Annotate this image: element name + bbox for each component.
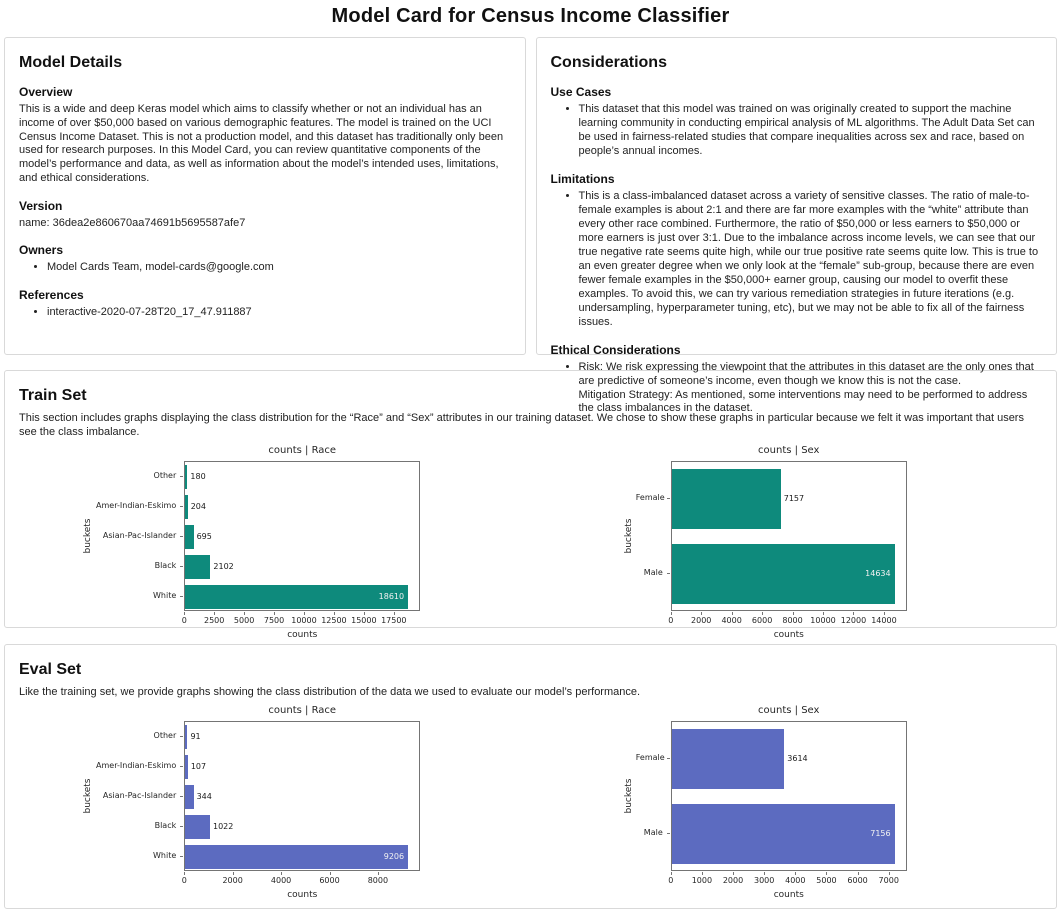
bar [185, 495, 187, 519]
x-tick-label: 3000 [753, 875, 775, 885]
bullet-item: • This dataset that this model was trained on was originally created to support the machine learning community in conducting empirical analysis of ML algorithms. The Adult Data Set can be used in fairness-related studies that compare inequalities across sex and race, based on people’s annual incomes. [579, 103, 1045, 159]
x-tick-mark [732, 612, 733, 615]
bullet-item: • This is a class-imbalanced dataset across a variety of sensitive classes. The ratio of male-to-female examples is about 2:1 and there are far more examples with the “white” attribute than every other race combined. Furthermore, the ratio of $50,000 or less earners to $50,000 or more earners is just over 3:1. Due to the imbalance across income levels, we can see that our true negative rate seems quite high, while our true positive rate seems quite low. This is true to an even greater degree when we only look at the “female” sub-group, because there are even fewer female examples in the $50,000+ earner group, causing our model to overfit these examples. To avoid this, we can try various remediation strategies in future iterations (e.g. undersampling, hyperparameter tuning, etc), but we may not be able to fix all of the fairness issues. [579, 190, 1045, 330]
plot-area [184, 721, 420, 871]
subsection-text: This is a wide and deep Keras model which aims to classify whether or not an individual has an income of over $50,000 based on various demographic features. The model is trained on the UCI Census Income Dataset. This is not a production model, and this dataset has traditionally only been used for research purposes. In this Model Card, you can review quantitative components of the model’s performance and data, as well as information about the model’s intended uses, limitations, and ethical considerations. [19, 103, 504, 184]
x-tick-mark [826, 872, 827, 875]
x-tick-mark [364, 612, 365, 615]
bar [185, 525, 193, 549]
x-tick-label: 0 [181, 615, 187, 625]
x-tick-label: 1000 [691, 875, 713, 885]
x-tick-label: 8000 [367, 875, 389, 885]
model-details-title: Model Details [19, 54, 123, 71]
subsection-heading: Owners [19, 243, 64, 258]
x-tick-mark [762, 612, 763, 615]
eval-charts-row [17, 704, 1044, 900]
category-label: Asian-Pac-Islander [102, 530, 177, 540]
y-tick-mark [180, 736, 183, 737]
chart-title: counts | Sex [758, 704, 820, 716]
chart-title: counts | Race [268, 444, 337, 456]
category-label: Male [643, 568, 663, 577]
x-tick-label: 8000 [782, 615, 803, 625]
x-tick-label: 7000 [878, 875, 899, 885]
x-axis-label: counts [287, 629, 318, 640]
train-race-bar-chart [81, 444, 466, 640]
x-tick-label: 6000 [751, 615, 773, 625]
x-tick-mark [274, 612, 275, 615]
x-tick-label: 10000 [291, 615, 317, 625]
y-tick-mark [180, 826, 183, 827]
x-tick-label: 6000 [847, 875, 868, 885]
y-tick-mark [180, 566, 183, 567]
x-tick-mark [795, 872, 796, 875]
x-tick-mark [394, 612, 395, 615]
x-tick-mark [733, 872, 734, 875]
y-tick-mark [180, 536, 183, 537]
category-label: Female [635, 753, 665, 763]
x-tick-mark [701, 612, 702, 615]
plot-area [184, 461, 420, 611]
x-tick-mark [671, 872, 672, 875]
category-label: Other [153, 470, 177, 480]
bar [185, 785, 193, 809]
x-tick-label: 0 [668, 875, 674, 885]
eval-race-chart-slot [17, 704, 531, 900]
x-tick-mark [858, 872, 859, 875]
y-axis-label: buckets [83, 518, 94, 554]
x-tick-mark [702, 872, 703, 875]
y-tick-mark [667, 498, 670, 499]
train-race-chart-slot [17, 444, 531, 640]
y-tick-mark [667, 573, 670, 574]
considerations-title: Considerations [550, 54, 667, 71]
y-tick-mark [180, 856, 183, 857]
x-tick-label: 14000 [871, 615, 897, 625]
page-title: Model Card for Census Income Classifier [331, 5, 730, 27]
x-tick-mark [889, 872, 890, 875]
bullet-list [549, 361, 1045, 417]
bar [185, 725, 187, 749]
model-details-body [17, 85, 513, 320]
category-label: Asian-Pac-Islander [102, 790, 177, 800]
x-tick-label: 12500 [321, 615, 347, 625]
bar-value-label: 107 [190, 761, 207, 771]
model-details-card [4, 37, 526, 355]
bar-value-label: 91 [190, 731, 201, 741]
eval-sex-bar-chart [622, 704, 953, 900]
y-tick-mark [180, 476, 183, 477]
bullet-list [549, 103, 1045, 159]
x-tick-label: 4000 [721, 615, 742, 625]
bar [185, 815, 210, 839]
x-tick-label: 10000 [810, 615, 836, 625]
x-tick-mark [764, 872, 765, 875]
y-tick-mark [180, 796, 183, 797]
x-tick-label: 2000 [222, 875, 243, 885]
subsection-heading: Limitations [550, 171, 615, 186]
y-tick-mark [180, 596, 183, 597]
x-tick-mark [244, 612, 245, 615]
x-tick-label: 5000 [233, 615, 255, 625]
category-label: Amer-Indian-Eskimo [96, 760, 177, 770]
x-tick-label: 2000 [722, 875, 744, 885]
plot-area [671, 721, 907, 871]
x-tick-mark [184, 612, 185, 615]
x-tick-mark [853, 612, 854, 615]
category-label: Black [154, 820, 177, 830]
model-card-page [0, 5, 1061, 909]
subsection-heading: Ethical Considerations [550, 342, 681, 357]
category-label: Black [154, 560, 177, 570]
bullet-list [17, 306, 513, 320]
x-tick-mark [330, 872, 331, 875]
y-axis-label: buckets [623, 518, 634, 554]
bar-value-label: 204 [190, 501, 206, 511]
x-tick-label: 4000 [270, 875, 292, 885]
bar [185, 465, 187, 489]
x-axis-label: counts [287, 889, 318, 900]
subsection-text: name: 36dea2e860670aa74691b5695587afe7 [19, 216, 246, 229]
y-tick-mark [180, 766, 183, 767]
chart-title: counts | Sex [758, 444, 820, 456]
category-label: White [152, 850, 177, 860]
bullet-list [549, 190, 1045, 330]
plot-area [671, 461, 907, 611]
x-tick-label: 7500 [263, 615, 285, 625]
x-tick-label: 5000 [816, 875, 837, 885]
x-tick-mark [304, 612, 305, 615]
subsection-heading: References [19, 288, 84, 303]
category-label: Amer-Indian-Eskimo [96, 500, 177, 510]
eval-race-bar-chart [81, 704, 466, 900]
y-axis-label: buckets [623, 778, 634, 814]
bar-value-label: 18610 [378, 591, 405, 601]
x-tick-mark [793, 612, 794, 615]
bar-value-label: 7157 [783, 494, 805, 503]
x-tick-mark [823, 612, 824, 615]
x-tick-label: 12000 [840, 615, 867, 625]
x-tick-label: 0 [668, 615, 674, 625]
bullet-item: • Risk: We risk expressing the viewpoint that the attributes in this dataset are the only ones that are predictive of someone’s income, even though we know this is not the case. Mitigation Strategy: As mentioned, some interventions may need to be performed to address the class imbalances in the dataset. [579, 361, 1045, 417]
bar-value-label: 3614 [787, 754, 808, 764]
bar-value-label: 180 [190, 471, 206, 481]
x-tick-mark [671, 612, 672, 615]
y-axis-label: buckets [83, 778, 94, 814]
x-tick-label: 6000 [319, 875, 340, 885]
considerations-card [536, 37, 1058, 415]
y-tick-mark [667, 758, 670, 759]
x-tick-mark [334, 612, 335, 615]
train-sex-chart-slot [531, 444, 1045, 640]
bar-value-label: 2102 [213, 561, 234, 571]
eval-set-card [4, 644, 1057, 909]
eval-set-title: Eval Set [19, 661, 82, 678]
subsection-heading: Use Cases [550, 85, 612, 99]
train-charts-row [17, 444, 1044, 640]
x-tick-mark [378, 872, 379, 875]
y-tick-mark [180, 506, 183, 507]
x-tick-label: 15000 [351, 615, 377, 625]
x-tick-mark [233, 872, 234, 875]
subsection-heading: Overview [19, 85, 73, 99]
bar [672, 729, 785, 789]
bar-value-label: 7156 [870, 829, 891, 839]
bullet-item: • Model Cards Team, model-cards@google.com [47, 261, 513, 275]
bar [672, 469, 781, 529]
x-tick-mark [884, 612, 885, 615]
subsection-heading: Version [19, 198, 63, 213]
x-axis-label: counts [773, 889, 804, 900]
x-tick-label: 4000 [785, 875, 806, 885]
category-label: White [152, 590, 177, 600]
x-tick-mark [281, 872, 282, 875]
chart-title: counts | Race [268, 704, 337, 716]
considerations-body [549, 85, 1045, 416]
x-tick-label: 2500 [203, 615, 225, 625]
y-tick-mark [667, 833, 670, 834]
bar-value-label: 695 [196, 531, 212, 541]
x-tick-mark [184, 872, 185, 875]
category-label: Other [153, 730, 177, 740]
bar [185, 755, 188, 779]
category-label: Male [643, 828, 663, 838]
train-set-description: This section includes graphs displaying the class distribution for the “Race” and “Sex” attributes in our training dataset. We chose to show these graphs in particular because we felt it was important that users see the class imbalance. [19, 412, 1024, 438]
x-tick-mark [214, 612, 215, 615]
bar-value-label: 9206 [383, 851, 405, 861]
x-tick-label: 2000 [691, 615, 712, 625]
train-set-title: Train Set [19, 387, 87, 404]
bar-value-label: 14634 [865, 569, 891, 578]
bullet-item: • interactive-2020-07-28T20_17_47.911887 [47, 306, 513, 320]
bullet-list [17, 261, 513, 275]
train-sex-bar-chart [622, 444, 953, 640]
bar-value-label: 344 [196, 791, 212, 801]
x-tick-label: 17500 [381, 615, 407, 625]
eval-set-description: Like the training set, we provide graphs showing the class distribution of the data we used to evaluate our model’s performance. [19, 686, 641, 698]
bar [185, 555, 210, 579]
x-tick-label: 0 [181, 875, 187, 885]
eval-sex-chart-slot [531, 704, 1045, 900]
bar-value-label: 1022 [212, 821, 234, 831]
x-axis-label: counts [773, 629, 804, 640]
category-label: Female [635, 493, 665, 502]
